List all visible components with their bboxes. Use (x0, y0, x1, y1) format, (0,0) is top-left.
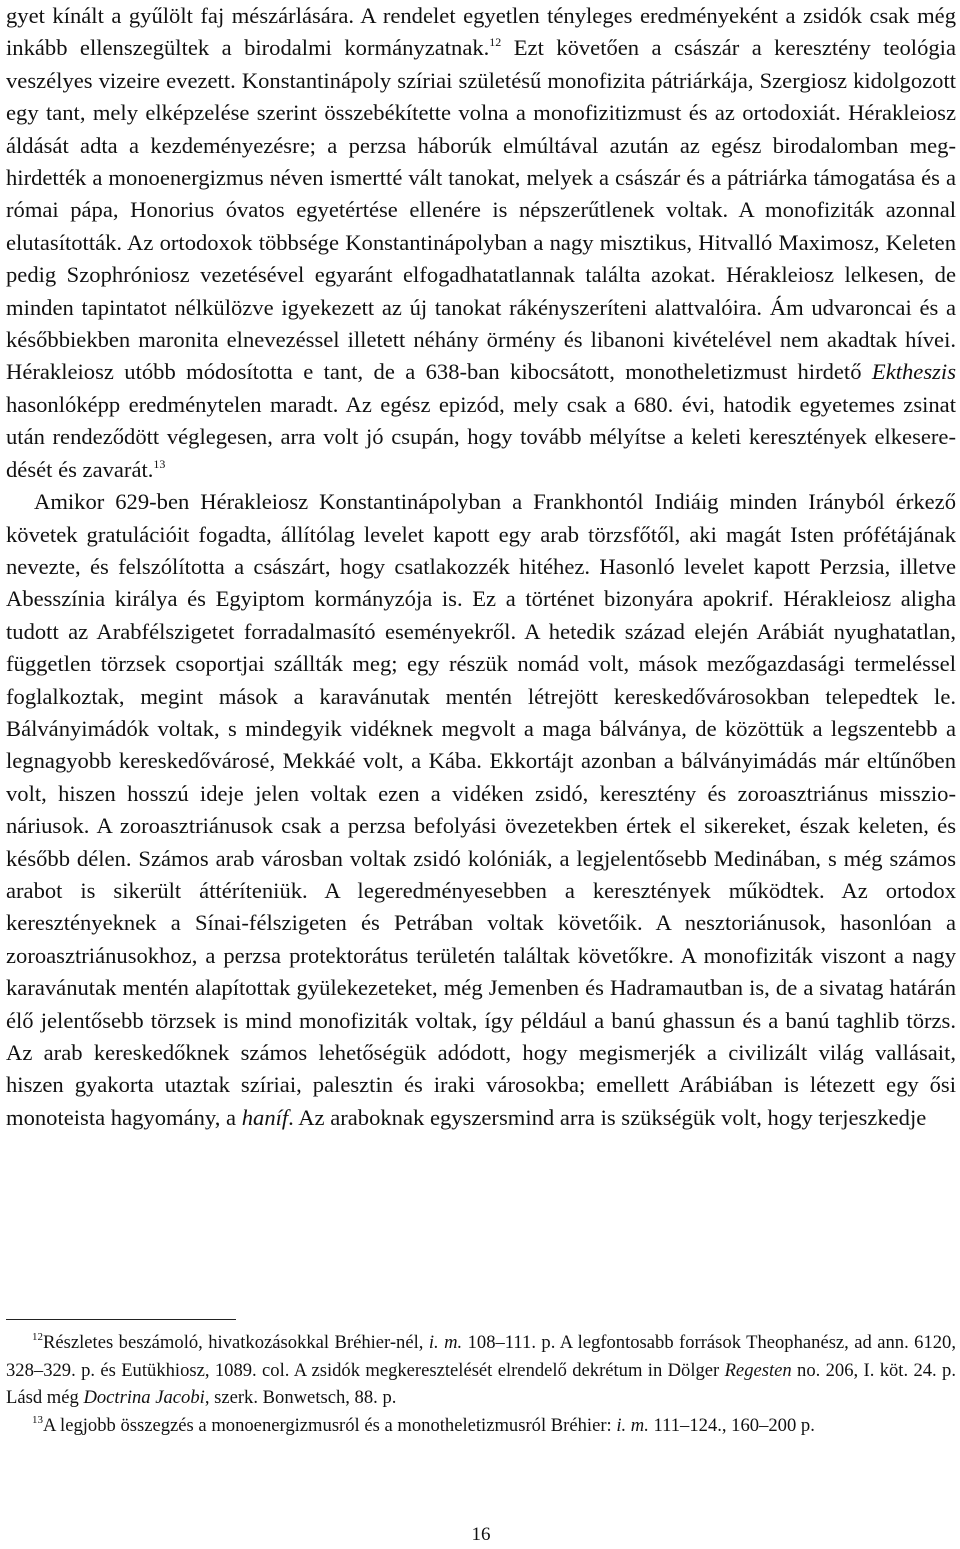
footnote-text: Részletes beszámoló, hivatkozásokkal Bréhier-nél, (43, 1332, 429, 1353)
footnote-text: A legjobb összegzés a monoenergizmusról és a monotheletizmusról Bréhier: (43, 1414, 617, 1436)
paragraph-1 (6, 0, 956, 486)
page-number: 16 (471, 1524, 491, 1545)
footnote-text: 111–124., 160–200 p. (648, 1414, 815, 1436)
footnote-italic: i. m. (616, 1414, 649, 1436)
footnote-13 (6, 1412, 956, 1440)
hanif-term: haníf (241, 1104, 289, 1130)
footnotes (6, 1329, 956, 1439)
footnote-separator (6, 1319, 236, 1320)
book-page (6, 0, 956, 1549)
paragraph-1-part-a: gyet kínált a gyűlölt faj mészárlására. A rendelet egyetlen tényleges eredményeként a zsidók csak még inkább ellenszegültek a birodalmi kormányzatnak. (6, 3, 956, 61)
footnote-ref-12[interactable]: 12 (489, 35, 502, 50)
footnote-text: 108–111. p. A legfontosabb források Theophanész, ad ann. 6120, 328–329. p. és Eutükhiosz, 1089. col. A zsidók megkeresztelését elrendelő dekrétum in Dölger (6, 1332, 956, 1381)
footnote-text: , szerk. Bonwetsch, 88. p. (204, 1387, 397, 1408)
footnote-12 (6, 1329, 956, 1412)
footnote-italic: Doctrina Jacobi (83, 1387, 205, 1408)
footnote-ref-13[interactable]: 13 (153, 456, 166, 471)
paragraph-2-part-a: Amikor 629-ben Hérakleiosz Konstantinápolyban a Frankhontól Indiáig minden Irányból érkező követek gratulációit fogadta, állítólag levelet kapott egy arab törzsfőtől, aki magát Isten prófétájának nevezte, és felszólította a császárt, hogy csatlakozzék hitéhez. Hasonló levelet kapott Perzsia, illetve Abesszínia királya és Egyiptom kormányzója is. Ez a történet bizonyára apokrif. Hérakleiosz aligha tudott az Arabfélszigetet forradalmasító eseményekről. A hetedik század elején Arábiát nyughatatlan, független törzsek csoportjai szállták meg; egy részük nomád volt, mások mezőgazdasági termeléssel foglalkoztak, megint mások a karavánutak mentén létrejött kereskedővárosokban telepedtek le. Bálványimádók voltak, s mindegyik vidéknek megvolt a maga bálványa, de közöttük a legszentebb a legnagyobb kereskedővárosé, Mekkáé volt, a Kába. Ekkortájt azonban a bálványimádás már eltűnőben volt, hiszen hosszú ideje jelen voltak ezen a vidéken zsidó, keresztény és zoroasztriánus misszionáriusok. A zoroasztriánusok csak a perzsa befolyási övezetekben értek el sikereket, észak keleten, és később délen. Számos arab városban voltak zsidó kolóniák, a legjelentősebb Medinában, s még számos arabot is sikerült áttéríteniük. A legeredményesebben a keresztények működtek. Az ortodox keresztényeknek a Sínai-félszigeten és Petrában voltak követőik. A nesztoriánusok, hasonlóan a zoroasztriánusokhoz, a perzsa protektorátus területén találtak követőkre. A monofiziták viszont a nagy karavánutak mentén alapítottak gyülekezeteket, még Jemenben és Hadramautban is, de a sivatag határán élő jelentősebb törzsek is mind monofiziták voltak, így például a banú ghassun és a banú taghlib törzs. Az arab kereskedőknek számos lehetőségük adódott, hogy megismerjék a civilizált világ vallásait, hiszen gyakorta utaztak szíriai, palesztin és iraki városokba; emellett Arábiában is létezett egy ősi monoteista hagyomány, a (6, 489, 956, 1130)
paragraph-1-part-b: Ezt követően a császár a keresztény teológia veszélyes vizeire evezett. Konstantinápoly szíriai születésű monofizita pátriárkája, Szergiosz kidolgozott egy tant, mely elképzelése szerint összebékítette volna a monofizitizmust és az ortodoxiát. Hérakleiosz áldását adta a kezdeményezésre; a perzsa háborúk elmúltával azután az egész birodalomban meghirdették a monoenergizmus néven ismertté vált tanokat, melyek a császár és a pátriárka támogatása és a római pápa, Honorius óvatos egyetértése ellenére is népszerűtlenek voltak. A monofiziták azonnal elutasították. Az ortodoxok többsége Konstantinápolyban a nagy misztikus, Hitvalló Maximosz, Keleten pedig Szophróniosz vezetésével egyaránt elfogadhatatlannak találta azokat. Hérakleiosz lelkesen, de minden tapintatot nélkülözve igyekezett az új tanokat rákényszeríteni alattvalóira. Ám udvaroncai és a későbbiekben maronita elnevezéssel illetett néhány örmény és libanoni kivételével nem akadtak hívei. Hérakleiosz utóbb módosította e tant, de a 638-ban kibocsátott, monotheletizmust hirdető (6, 35, 956, 385)
footnote-mark: 12 (32, 1331, 43, 1343)
paragraph-1-part-c: hasonlóképp eredménytelen maradt. Az egész epizód, mely csak a 680. évi, hatodik egyetemes zsinat után rendeződött véglegesen, arra volt jó csupán, hogy tovább mélyítse a keleti keresztények elkeseredését és zavarát. (6, 391, 956, 482)
footnote-text: no. 206, I. köt. 24. p. Lásd még (6, 1359, 957, 1408)
paragraph-2 (6, 486, 956, 1134)
body-text (6, 0, 956, 1134)
footnote-italic: i. m. (428, 1332, 463, 1353)
footnote-italic: Regesten (724, 1359, 792, 1381)
footnote-mark: 13 (32, 1413, 43, 1426)
ektheszis-term: Ektheszis (871, 359, 956, 385)
paragraph-2-part-b: . Az araboknak egyszersmind arra is szükségük volt, hogy terjeszkedje (288, 1104, 927, 1130)
